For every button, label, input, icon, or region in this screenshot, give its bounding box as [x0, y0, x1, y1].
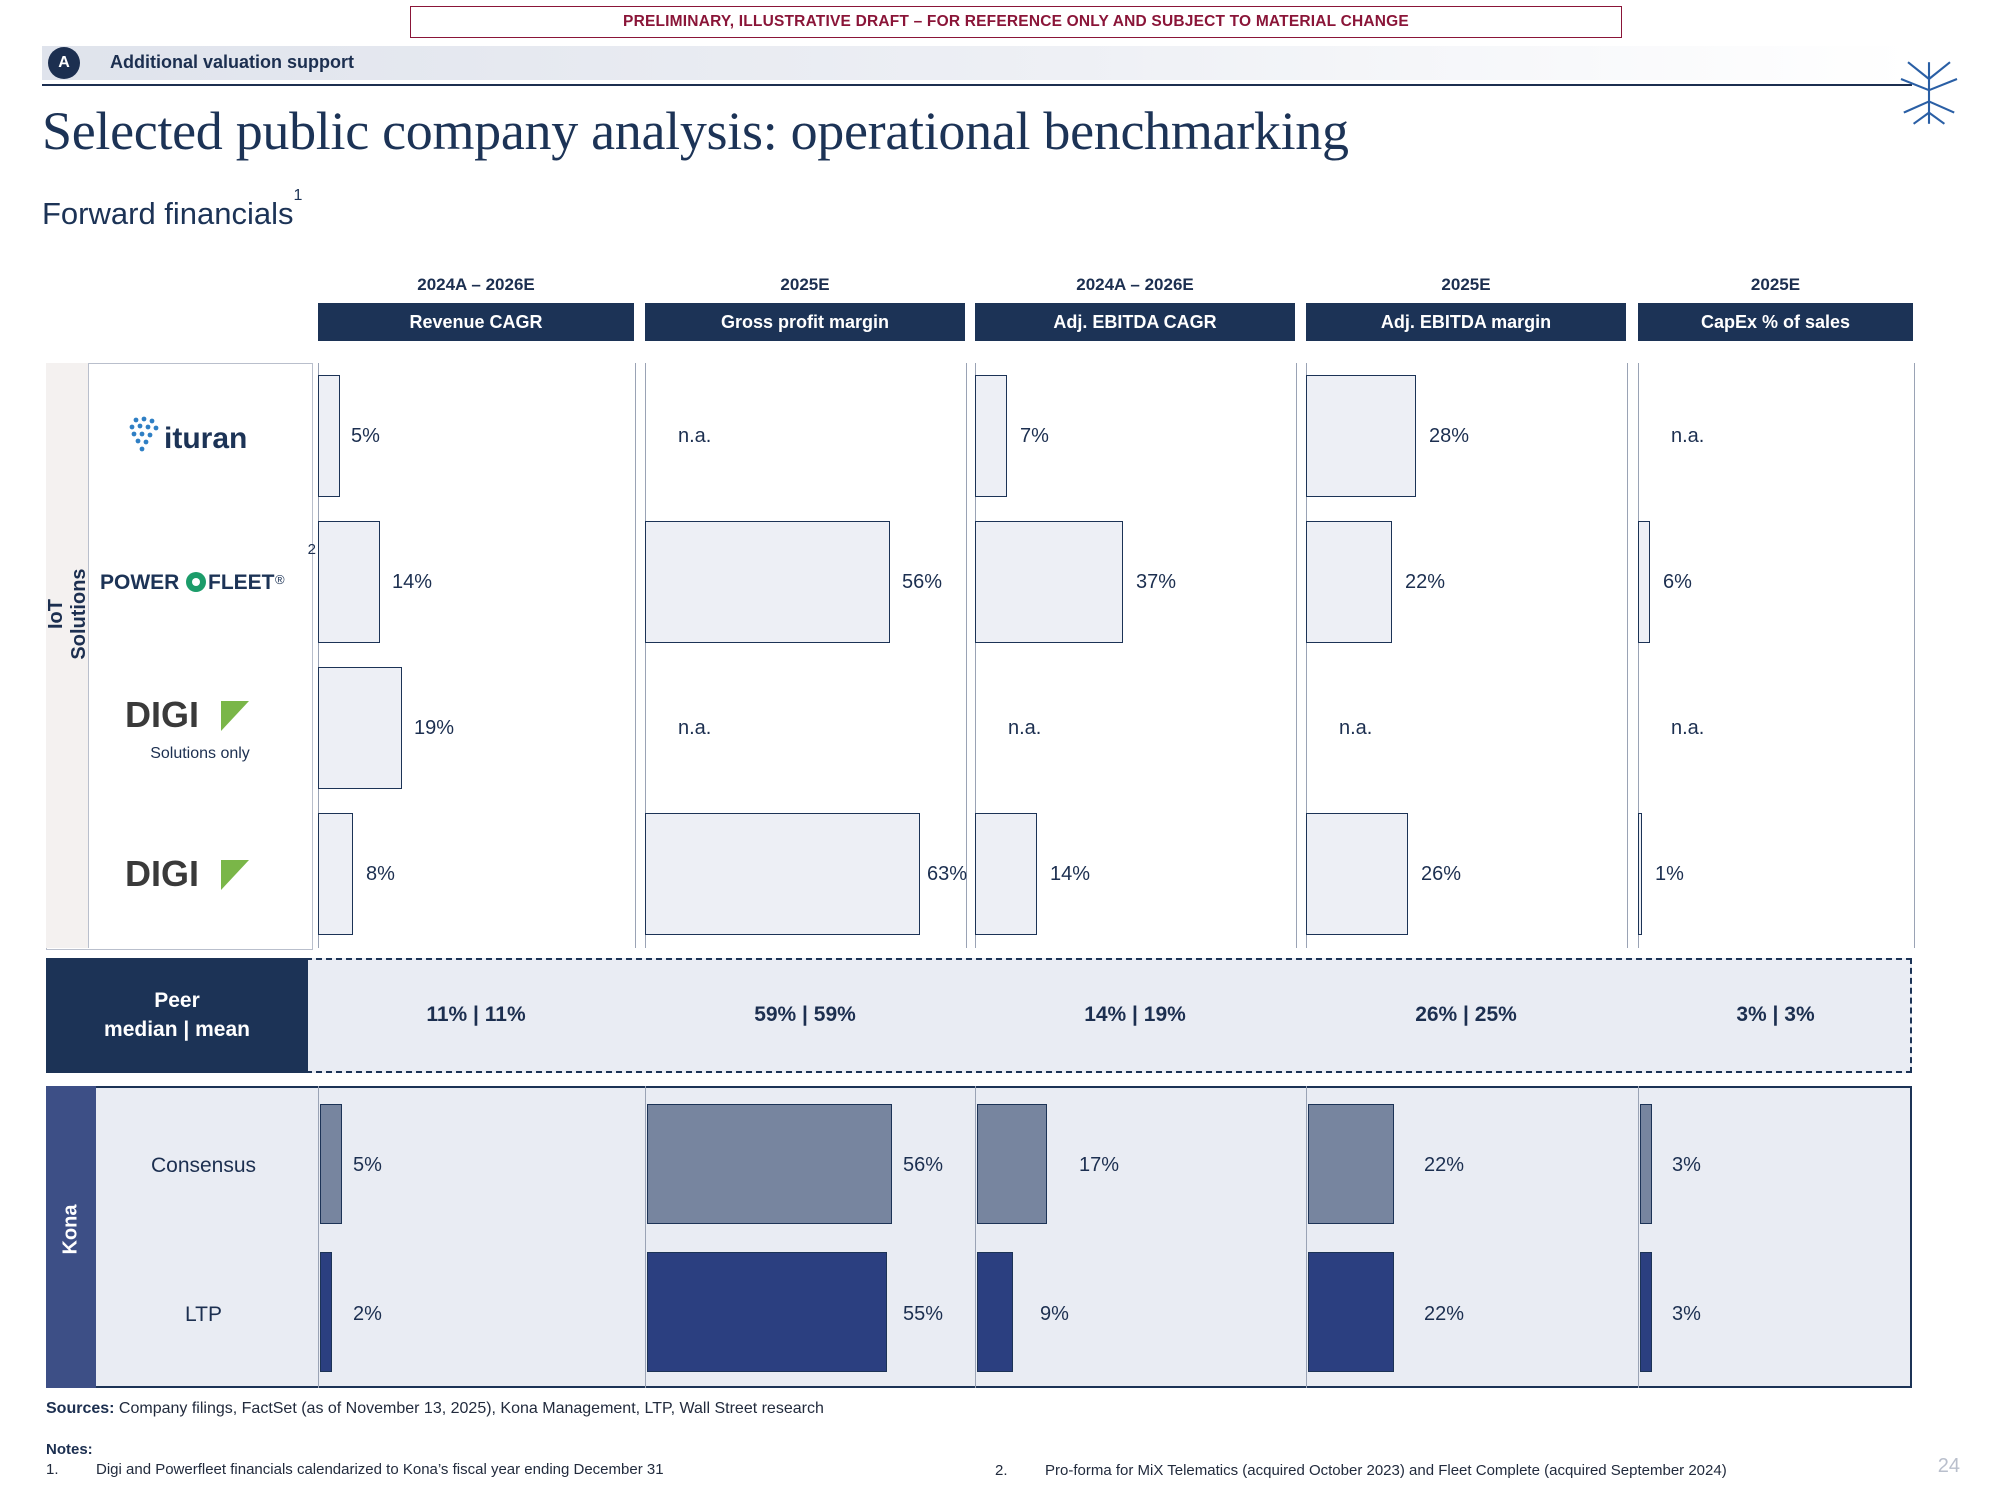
note-2-text: Pro-forma for MiX Telematics (acquired October 2023) and Fleet Complete (acquired September 2024) — [1045, 1462, 1727, 1479]
svg-text:POWER: POWER — [100, 571, 180, 594]
bar-label-digi: 14% — [1050, 863, 1091, 885]
kona-bar-ltp-revenue-cagr — [320, 1252, 332, 1372]
page-subtitle — [42, 186, 303, 232]
na-label-ituran: n.a. — [678, 425, 712, 447]
subtitle-text: Forward financials — [42, 196, 294, 231]
bar-label-digi: 26% — [1421, 863, 1462, 885]
bar-label-powerfleet: 56% — [902, 571, 943, 593]
bar-powerfleet — [975, 521, 1123, 643]
bar-label-ituran: 7% — [1020, 425, 1049, 447]
kona-divider-2 — [975, 1086, 976, 1388]
peer-value-revenue-cagr: 11% | 11% — [426, 1003, 526, 1026]
bar-digi — [318, 813, 353, 935]
kona-value-ltp-adj-ebitda-cagr: 9% — [1040, 1303, 1069, 1325]
chart-column-gross-profit-margin — [645, 363, 967, 948]
column-period-2: 2024A – 2026E — [1076, 275, 1194, 294]
page-number: 24 — [1937, 1455, 1960, 1477]
svg-text:DIGI: DIGI — [125, 853, 200, 894]
column-header-revenue-cagr: Revenue CAGR — [318, 303, 634, 341]
bar-digi — [975, 813, 1037, 935]
kona-bar-ltp-adj-ebitda-cagr — [977, 1252, 1013, 1372]
powerfleet-logo — [100, 565, 300, 599]
company-row-digi-solutions — [90, 655, 310, 801]
column-period-3: 2025E — [1441, 275, 1491, 294]
bar-label-digi: 1% — [1655, 863, 1684, 885]
section-label: Additional valuation support — [110, 52, 354, 72]
na-label-digi-solutions: n.a. — [1671, 717, 1705, 739]
peer-value-gross-profit-margin: 59% | 59% — [754, 1003, 856, 1026]
bar-label-powerfleet: 22% — [1405, 571, 1446, 593]
na-label-digi-solutions: n.a. — [678, 717, 712, 739]
digi-logo — [125, 852, 275, 896]
group-label-iot-solutions: IoT Solutions — [45, 568, 90, 660]
svg-text:ituran: ituran — [164, 422, 248, 455]
kona-value-ltp-gross-profit-margin: 55% — [903, 1303, 944, 1325]
sources — [46, 1398, 1046, 1420]
note-2 — [995, 1461, 1955, 1481]
bar-ituran — [318, 375, 340, 497]
bar-label-digi: 8% — [366, 863, 395, 885]
column-period-1: 2025E — [780, 275, 830, 294]
note-2-number: 2. — [995, 1462, 1008, 1479]
bar-digi-solutions — [318, 667, 402, 789]
svg-text:FLEET: FLEET — [208, 571, 275, 594]
company-logo-icon — [1894, 58, 1964, 128]
digi-logo — [125, 693, 275, 737]
chart-column-adj-ebitda-margin — [1306, 363, 1628, 948]
chart-column-revenue-cagr — [318, 363, 636, 948]
kona-value-consensus-revenue-cagr: 5% — [353, 1154, 382, 1176]
column-header-capex-pct-sales: CapEx % of sales — [1638, 303, 1913, 341]
peer-median-tag — [46, 958, 308, 1073]
note-1 — [46, 1461, 664, 1478]
company-group-strip — [46, 363, 89, 948]
kona-value-consensus-adj-ebitda-margin: 22% — [1424, 1154, 1465, 1176]
na-label-ituran: n.a. — [1671, 425, 1705, 447]
bar-label-powerfleet: 37% — [1136, 571, 1177, 593]
kona-divider-0 — [318, 1086, 319, 1388]
digi-solutions-sublabel: Solutions only — [150, 745, 250, 762]
peer-tag-line1: Peer — [154, 989, 200, 1013]
bar-label-digi: 63% — [927, 863, 968, 885]
column-period-0: 2024A – 2026E — [417, 275, 535, 294]
bar-digi — [645, 813, 920, 935]
na-label-digi-solutions: n.a. — [1008, 717, 1042, 739]
kona-value-ltp-revenue-cagr: 2% — [353, 1303, 382, 1325]
kona-bar-consensus-capex-pct-sales — [1640, 1104, 1652, 1224]
kona-value-ltp-capex-pct-sales: 3% — [1672, 1303, 1701, 1325]
powerfleet-footnote-marker: 2 — [307, 541, 316, 558]
kona-tag — [46, 1086, 96, 1388]
peer-value-capex-pct-sales: 3% | 3% — [1736, 1003, 1815, 1026]
bar-powerfleet — [1638, 521, 1650, 643]
svg-text:®: ® — [275, 572, 285, 587]
page-title: Selected public company analysis: operational benchmarking — [42, 101, 1349, 161]
company-row-ituran — [90, 363, 310, 509]
peer-value-adj-ebitda-margin: 26% | 25% — [1415, 1003, 1517, 1026]
note-1-text: Digi and Powerfleet financials calendarized to Kona’s fiscal year ending December 31 — [96, 1461, 664, 1478]
column-header-gross-profit-margin: Gross profit margin — [645, 303, 965, 341]
company-row-powerfleet — [90, 509, 316, 655]
kona-label: Kona — [59, 1204, 82, 1255]
subtitle-footnote-marker: 1 — [293, 186, 303, 204]
column-header-adj-ebitda-cagr: Adj. EBITDA CAGR — [975, 303, 1295, 341]
section-badge: A — [48, 47, 80, 79]
kona-divider-3 — [1306, 1086, 1307, 1388]
peer-tag-line2: median | mean — [104, 1017, 250, 1041]
bar-powerfleet — [1306, 521, 1392, 643]
peer-value-adj-ebitda-cagr: 14% | 19% — [1084, 1003, 1186, 1026]
kona-bar-consensus-gross-profit-margin — [647, 1104, 892, 1224]
kona-row-label-ltp: LTP — [185, 1303, 222, 1326]
note-1-number: 1. — [46, 1461, 59, 1478]
kona-divider-4 — [1638, 1086, 1639, 1388]
bar-ituran — [975, 375, 1007, 497]
bar-powerfleet — [645, 521, 890, 643]
bar-label-powerfleet: 6% — [1663, 571, 1692, 593]
bar-powerfleet — [318, 521, 380, 643]
notes-label: Notes: — [46, 1441, 93, 1458]
bar-digi — [1306, 813, 1408, 935]
bar-label-powerfleet: 14% — [392, 571, 433, 593]
bar-label-digi-solutions: 19% — [414, 717, 455, 739]
column-period-4: 2025E — [1750, 275, 1801, 294]
bar-label-ituran: 5% — [351, 425, 380, 447]
svg-text:DIGI: DIGI — [125, 694, 200, 735]
kona-value-consensus-gross-profit-margin: 56% — [903, 1154, 944, 1176]
kona-value-consensus-capex-pct-sales: 3% — [1672, 1154, 1701, 1176]
kona-bar-consensus-adj-ebitda-cagr — [977, 1104, 1047, 1224]
bar-label-ituran: 28% — [1429, 425, 1470, 447]
kona-value-ltp-adj-ebitda-margin: 22% — [1424, 1303, 1465, 1325]
company-row-digi — [90, 801, 310, 947]
ituran-logo — [120, 412, 280, 460]
header-rule — [42, 84, 1912, 86]
kona-bar-consensus-revenue-cagr — [320, 1104, 342, 1224]
chart-column-capex-pct-sales — [1638, 363, 1915, 948]
draft-banner: PRELIMINARY, ILLUSTRATIVE DRAFT – FOR REFERENCE ONLY AND SUBJECT TO MATERIAL CHANGE — [410, 6, 1622, 38]
kona-bar-consensus-adj-ebitda-margin — [1308, 1104, 1394, 1224]
column-header-adj-ebitda-margin: Adj. EBITDA margin — [1306, 303, 1626, 341]
chart-column-adj-ebitda-cagr — [975, 363, 1297, 948]
kona-divider-1 — [645, 1086, 646, 1388]
kona-bar-ltp-capex-pct-sales — [1640, 1252, 1652, 1372]
sources-label: Sources: — [46, 1400, 115, 1417]
na-label-digi-solutions: n.a. — [1339, 717, 1373, 739]
bar-digi — [1638, 813, 1642, 935]
kona-value-consensus-adj-ebitda-cagr: 17% — [1079, 1154, 1120, 1176]
kona-bar-ltp-gross-profit-margin — [647, 1252, 887, 1372]
sources-text: Company filings, FactSet (as of November 13, 2025), Kona Management, LTP, Wall Street research — [118, 1400, 824, 1417]
kona-bar-ltp-adj-ebitda-margin — [1308, 1252, 1394, 1372]
bar-ituran — [1306, 375, 1416, 497]
kona-row-label-consensus: Consensus — [150, 1154, 257, 1177]
